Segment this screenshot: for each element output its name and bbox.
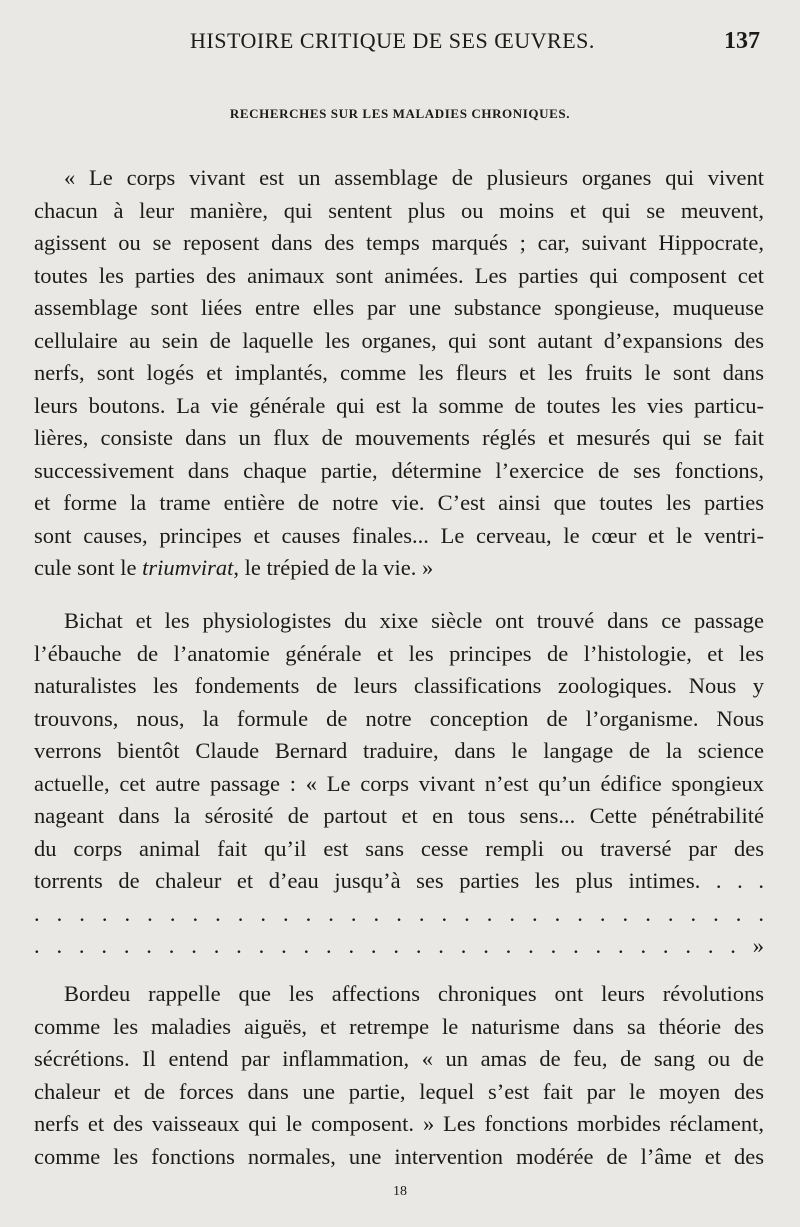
paragraph-2: [34, 605, 764, 963]
text-line: cellulaire au sein de laquelle les organes, qui sont autant d’expansions des: [34, 327, 764, 353]
text-line: agissent ou se reposent dans des temps marqués ; car, suivant Hippocrate,: [34, 230, 764, 255]
text-line: assemblage sont liées entre elles par une substance spongieuse, muqueuse: [34, 295, 764, 320]
text-line: nerfs et des vaisseaux qui le composent. » Les fonctions morbides réclament,: [34, 1111, 764, 1136]
text-line: lières, consiste dans un flux de mouvements réglés et mesurés qui se fait: [34, 425, 764, 450]
text-line: verrons bientôt Claude Bernard traduire, dans le langage de la science: [34, 738, 764, 763]
text-line: chacun à leur manière, qui sentent plus ou moins et qui se meuvent,: [34, 197, 764, 223]
text-line: successivement dans chaque partie, détermine l’exercice de ses fonctions,: [34, 457, 764, 483]
text-line: Bichat et les physiologistes du xixe siècle ont trouvé dans ce passage: [64, 608, 764, 633]
paragraph-3: [34, 978, 764, 1173]
running-head: [190, 28, 760, 60]
italic-word: triumvirat: [142, 555, 234, 580]
text-line: chaleur et de forces dans une partie, lequel s’est fait par le moyen des: [34, 1078, 764, 1104]
text-line: comme les maladies aiguës, et retrempe le naturisme dans sa théorie des: [34, 1013, 764, 1039]
text-line: actuelle, cet autre passage : « Le corps vivant n’est qu’un édifice spongieux: [34, 770, 764, 796]
text-line: « Le corps vivant est un assemblage de plusieurs organes qui vivent: [64, 165, 764, 190]
text-line: sécrétions. Il entend par inflammation, « un amas de feu, de sang ou de: [34, 1046, 764, 1071]
text-line-last: [34, 552, 764, 585]
text-line: leurs boutons. La vie générale qui est la somme de toutes les vies particu-: [34, 392, 764, 418]
ellipsis-line: . . . . . . . . . . . . . . . . . . . . . . . . . . . . . . . . »: [34, 933, 764, 958]
text-line: et forme la trame entière de notre vie. C’est ainsi que toutes les parties: [34, 490, 764, 515]
section-title: RECHERCHES SUR LES MALADIES CHRONIQUES.: [229, 106, 571, 121]
text-run: , le trépied de la vie. »: [233, 555, 434, 580]
text-line: torrents de chaleur et d’eau jusqu’à ses parties les plus intimes. . . .: [34, 868, 764, 893]
text-line: nerfs, sont logés et implantés, comme les fleurs et les fruits le sont dans: [34, 360, 764, 385]
text-line: naturalistes les fondements de leurs classifications zoologiques. Nous y: [34, 673, 764, 698]
text-line: sont causes, principes et causes finales... Le cerveau, le cœur et le ventri-: [34, 522, 764, 548]
paragraph-1: [34, 162, 764, 585]
signature-mark: 18: [393, 1184, 407, 1199]
text-line: toutes les parties des animaux sont animées. Les parties qui composent cet: [34, 262, 764, 288]
text-line: du corps animal fait qu’il est sans cesse rempli ou traversé par des: [34, 835, 764, 861]
text-line: comme les fonctions normales, une intervention modérée de l’âme et des: [34, 1143, 764, 1169]
text-run: cule sont le: [34, 555, 143, 580]
text-line: trouvons, nous, la formule de notre conception de l’organisme. Nous: [34, 705, 764, 731]
running-head-title: HISTOIRE CRITIQUE DE SES ŒUVRES.: [190, 28, 595, 53]
text-line: Bordeu rappelle que les affections chroniques ont leurs révolutions: [64, 981, 764, 1006]
text-line: l’ébauche de l’anatomie générale et les principes de l’histologie, et les: [34, 640, 764, 666]
ellipsis-line: . . . . . . . . . . . . . . . . . . . . . . . . . . . . . . . . .: [34, 900, 764, 926]
page-number: 137: [724, 28, 760, 54]
text-line: nageant dans la sérosité de partout et en tous sens... Cette pénétrabilité: [34, 803, 764, 828]
